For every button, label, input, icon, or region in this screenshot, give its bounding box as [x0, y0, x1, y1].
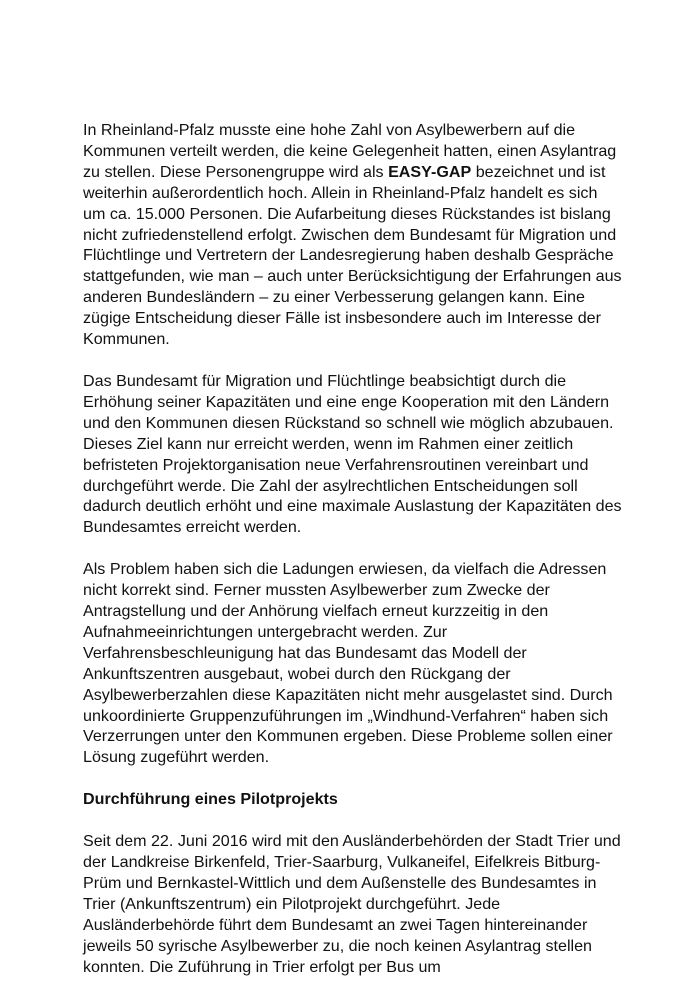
paragraph-spacer	[83, 768, 623, 789]
paragraph-spacer	[83, 810, 623, 831]
paragraph-bundesamt-capacity: Das Bundesamt für Migration und Flüchtlinge beabsichtigt durch die Erhöhung seiner Kapazitäten und eine enge Kooperation mit den Ländern und den Kommunen diesen Rückstand so schnell wie möglich abzubauen. Dieses Ziel kann nur erreicht werden, wenn im Rahmen einer zeitlich befristeten Projektorganisation neue Verfahrensroutinen vereinbart und durchgeführt werde. Die Zahl der asylrechtlichen Entscheidungen soll dadurch deutlich erhöht und eine maximale Auslastung der Kapazitäten des Bundesamtes erreicht werden.	[83, 371, 622, 537]
paragraph-easy-gap	[83, 120, 623, 350]
paragraph-easy-gap-text-end: bezeichnet und ist weiterhin außerordentlich hoch. Allein in Rheinland-Pfalz handelt es sich um ca. 15.000 Personen. Die Aufarbeitung dieses Rückstandes ist bislang nicht zufriedenstellend erfolgt. Zwischen dem Bundesamt für Migration und Flüchtlinge und Vertretern der Landesregierung haben deshalb Gespräche stattgefunden, wie man – auch unter Berücksichtigung der Erfahrungen aus anderen Bundesländern – zu einer Verbesserung gelangen kann. Eine zügige Entscheidung dieser Fälle ist insbesondere auch im Interesse der Kommunen.	[83, 162, 622, 349]
paragraph-spacer	[83, 350, 623, 371]
paragraph-problems: Als Problem haben sich die Ladungen erwiesen, da vielfach die Adressen nicht korrekt sind. Ferner mussten Asylbewerber zum Zwecke der Antragstellung und der Anhörung vielfach erneut kurzzeitig in den Aufnahmeeinrichtungen untergebracht werden. Zur Verfahrensbeschleunigung hat das Bundesamt das Modell der Ankunftszentren ausgebaut, wobei durch den Rückgang der Asylbewerberzahlen diese Kapazitäten nicht mehr ausgelastet sind. Durch unkoordinierte Gruppenzuführungen im „Windhund-Verfahren“ haben sich Verzerrungen unter den Kommunen ergeben. Diese Probleme sollen einer Lösung zugeführt werden.	[83, 560, 613, 767]
paragraph-spacer	[83, 538, 623, 559]
paragraph-easy-gap-text-start: In Rheinland-Pfalz musste eine hohe Zahl von Asylbewerbern auf die Kommunen verteilt werden, die keine Gelegenheit hatten, einen Asylantrag zu stellen. Diese Personengruppe wird als	[83, 121, 617, 181]
document-page	[83, 120, 623, 978]
paragraph-pilot-project: Seit dem 22. Juni 2016 wird mit den Ausländerbehörden der Stadt Trier und der Landkreise Birkenfeld, Trier-Saarburg, Vulkaneifel, Eifelkreis Bitburg-Prüm und Bernkastel-Wittlich und dem Außenstelle des Bundesamtes in Trier (Ankunftszentrum) ein Pilotprojekt durchgeführt. Jede Ausländerbehörde führt dem Bundesamt an zwei Tagen hintereinander jeweils 50 syrische Asylbewerber zu, die noch keinen Asylantrag stellen konnten. Die Zuführung in Trier erfolgt per Bus um	[83, 832, 621, 976]
easy-gap-term: EASY-GAP	[388, 162, 472, 181]
section-heading: Durchführung eines Pilotprojekts	[83, 790, 338, 809]
